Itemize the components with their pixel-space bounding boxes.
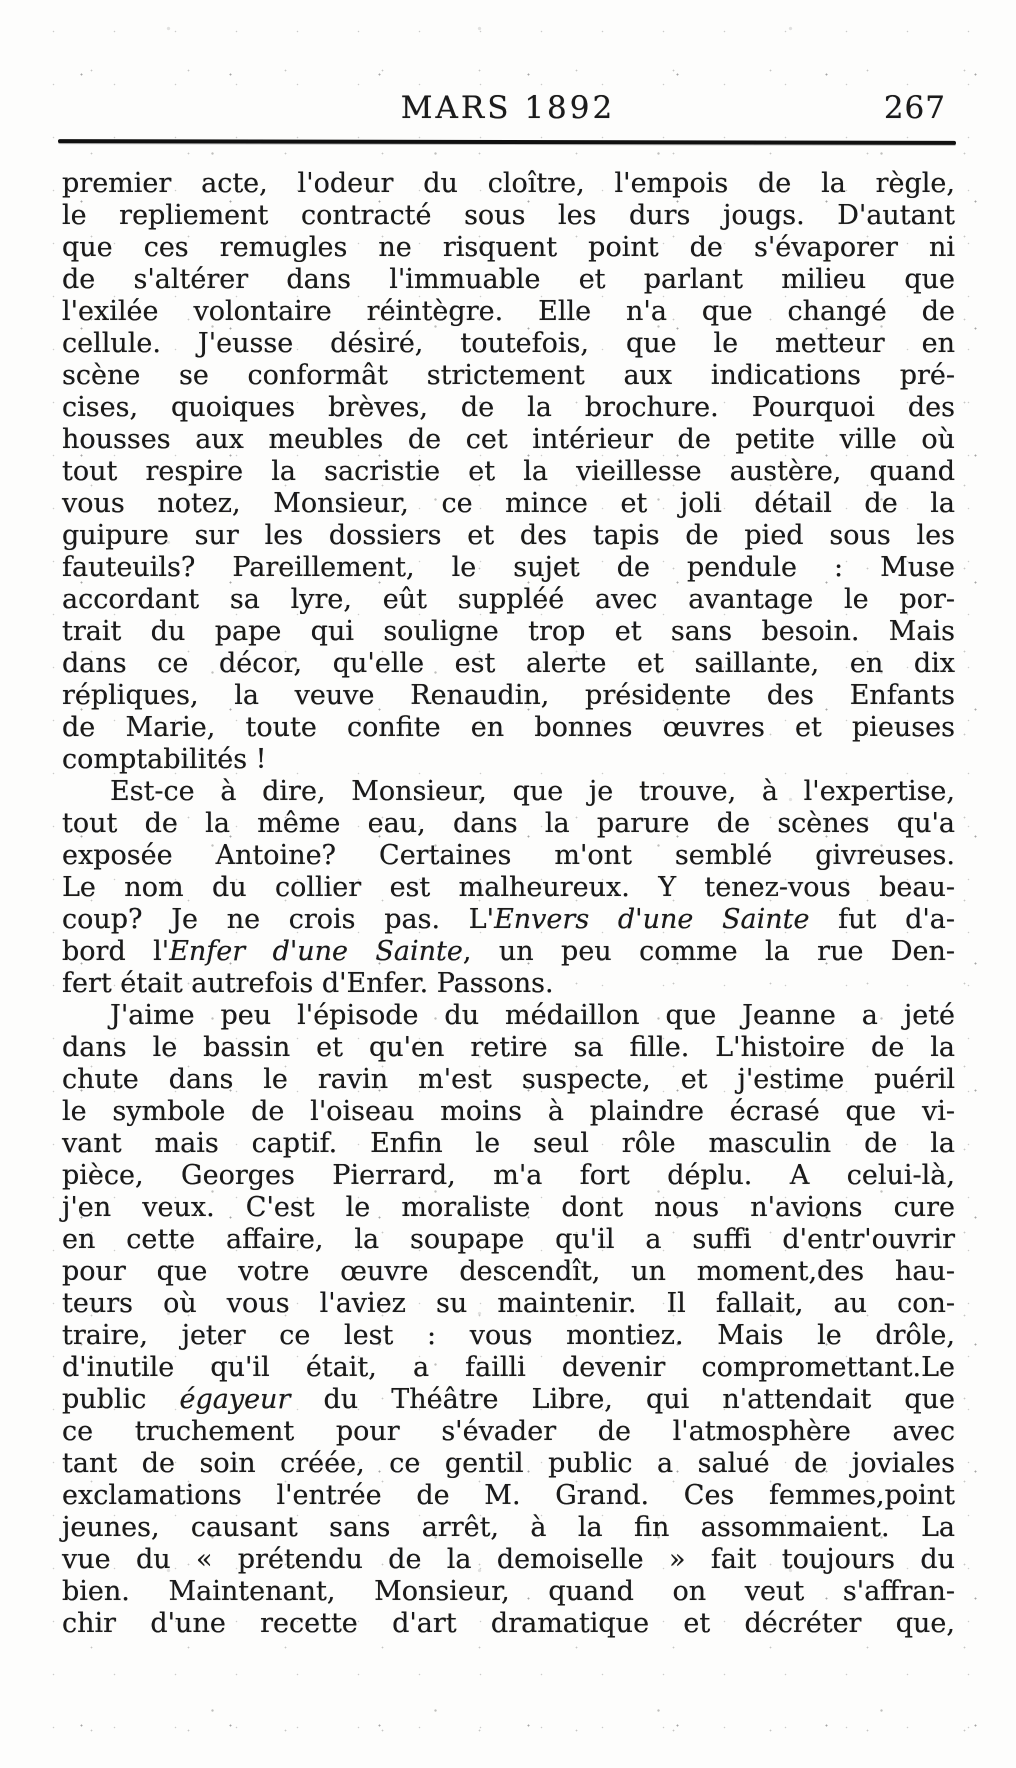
text-line: bord l'Enfer d'une Sainte, un peu comme la rue Den-: [62, 936, 955, 967]
text-line: tant de soin créée, ce gentil public a salué de joviales: [62, 1448, 955, 1479]
text-line: de Marie, toute confite en bonnes œuvres et pieuses: [62, 712, 955, 743]
text-line: fert était autrefois d'Enfer. Passons.: [62, 968, 554, 999]
text-line: scène se conformât strictement aux indications pré-: [62, 360, 955, 391]
text-line: exclamations l'entrée de M. Grand. Ces femmes,point: [62, 1480, 955, 1511]
text-line: de s'altérer dans l'immuable et parlant milieu que: [62, 264, 955, 295]
text-line: tout de la même eau, dans la parure de scènes qu'a: [62, 808, 955, 839]
text-line: coup? Je ne crois pas. L'Envers d'une Sainte fut d'a-: [62, 904, 956, 935]
text-line: traire, jeter ce lest : vous montiez. Mais le drôle,: [62, 1320, 955, 1351]
text-line: trait du pape qui souligne trop et sans besoin. Mais: [62, 616, 955, 647]
text-line: J'aime peu l'épisode du médaillon que Jeanne a jeté: [110, 1000, 955, 1031]
text-line: bien. Maintenant, Monsieur, quand on veut s'affran-: [62, 1576, 955, 1607]
text-line: l'exilée volontaire réintègre. Elle n'a que changé de: [62, 296, 955, 327]
text-line: vous notez, Monsieur, ce mince et joli détail de la: [62, 488, 955, 519]
text-line: vant mais captif. Enfin le seul rôle masculin de la: [62, 1128, 955, 1159]
text-line: comptabilités !: [62, 744, 267, 775]
text-line: pour que votre œuvre descendît, un moment,des hau-: [62, 1256, 955, 1287]
text-line: exposée Antoine? Certaines m'ont semblé givreuses.: [62, 840, 955, 871]
text-line: Est-ce à dire, Monsieur, que je trouve, à l'expertise,: [110, 776, 955, 807]
text-line: que ces remugles ne risquent point de s'évaporer ni: [62, 232, 955, 263]
text-line: guipure sur les dossiers et des tapis de pied sous les: [62, 520, 955, 551]
text-line: premier acte, l'odeur du cloître, l'empois de la règle,: [62, 168, 955, 199]
text-line: jeunes, causant sans arrêt, à la fin assommaient. La: [62, 1512, 955, 1543]
text-line: cellule. J'eusse désiré, toutefois, que le metteur en: [62, 328, 955, 359]
text-line: j'en veux. C'est le moraliste dont nous n'avions cure: [62, 1192, 955, 1223]
text-line: teurs où vous l'aviez su maintenir. Il fallait, au con-: [62, 1288, 955, 1319]
text-line: accordant sa lyre, eût suppléé avec avantage le por-: [62, 584, 955, 615]
text-line: chir d'une recette d'art dramatique et décréter que,: [62, 1608, 955, 1639]
text-line: Le nom du collier est malheureux. Y tenez-vous beau-: [62, 872, 955, 903]
header-rule: [58, 139, 956, 145]
text-line: public égayeur du Théâtre Libre, qui n'attendait que: [62, 1384, 956, 1415]
text-line: housses aux meubles de cet intérieur de petite ville où: [62, 424, 955, 455]
text-line: le symbole de l'oiseau moins à plaindre écrasé que vi-: [62, 1096, 955, 1127]
text-line: chute dans le ravin m'est suspecte, et j'estime puéril: [62, 1064, 955, 1095]
text-line: dans le bassin et qu'en retire sa fille. L'histoire de la: [62, 1032, 955, 1063]
page-number: 267: [883, 90, 946, 126]
text-line: ce truchement pour s'évader de l'atmosphère avec: [62, 1416, 955, 1447]
text-line: cises, quoiques brèves, de la brochure. Pourquoi des: [62, 392, 955, 423]
text-line: fauteuils? Pareillement, le sujet de pendule : Muse: [62, 552, 955, 583]
running-title: MARS 1892: [400, 90, 616, 126]
text-line: vue du « prétendu de la demoiselle » fait toujours du: [62, 1544, 955, 1575]
text-line: répliques, la veuve Renaudin, présidente des Enfants: [62, 680, 955, 711]
text-line: tout respire la sacristie et la vieillesse austère, quand: [62, 456, 955, 487]
text-line: en cette affaire, la soupape qu'il a suffi d'entr'ouvrir: [62, 1224, 955, 1255]
page-header: [0, 0, 1016, 126]
text-line: le repliement contracté sous les durs jougs. D'autant: [62, 200, 955, 231]
text-line: pièce, Georges Pierrard, m'a fort déplu. A celui-là,: [62, 1160, 955, 1191]
text-line: d'inutile qu'il était, a failli devenir compromettant.Le: [62, 1352, 955, 1383]
text-line: dans ce décor, qu'elle est alerte et saillante, en dix: [62, 648, 955, 679]
page-body: [62, 168, 955, 1640]
